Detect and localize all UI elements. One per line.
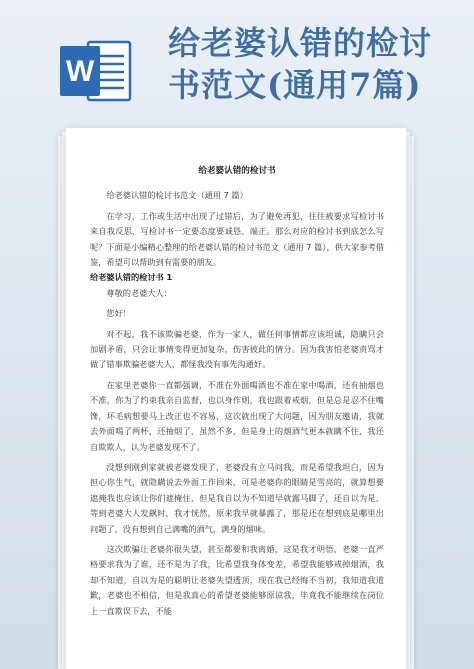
page-title — [168, 22, 468, 106]
title-line-1: 给老婆认错的检讨 — [168, 24, 433, 62]
section-heading: 给老婆认错的检讨书 1 — [90, 272, 173, 283]
document-subtitle: 给老婆认错的检讨书范文（通用 7 篇） — [106, 190, 248, 201]
greeting: 您好！ — [106, 308, 131, 319]
title-line-2: 书范文(通用7篇) — [168, 66, 422, 104]
body-paragraph: 在家里老婆你一直都强调，不准在外面喝酒也不准在家中喝酒，还有抽烟也不准，你为了约束我亲自监督，也以身作则，我也跟着戒烟，但是总是忍不住嘴馋，坏毛病想要马上改正也不容易，这次就出现了大问题，因为朋友邀请，我就去外面喝了两杯，还抽烟了，虽然不多，但是身上的烟酒气更本就瞒不住，我还自欺欺人，认为老婆发现不了。 — [90, 379, 384, 452]
body-paragraph: 对不起，我不该欺骗老婆，作为一家人，做任何事情都应该坦诚，隐瞒只会加剧矛盾，只会让事情变得更加复杂，伤害彼此的情分。因为我害怕老婆责骂才做了错事欺骗老婆大人，都怪我没有事先沟通好。 — [90, 328, 384, 370]
body-paragraph: 没想到刚到家就被老婆发现了，老婆没有立马问我，而是希望我坦白，因为担心你生气，就隐瞒说去外面工作回来，可是老婆你的眼睛是雪亮的，就算想要遮掩我也应该让你们遮掩住，但是我自以为不知道早就露马脚了，还自以为是，等到老婆大人发飙时，我才恍然，原来我早就暴露了，那是还在想到底是哪里出问题了，没有想到自己满嘴的酒气，满身的烟味。 — [90, 461, 384, 534]
document-page — [66, 128, 406, 669]
body-paragraph: 这次欺骗让老婆你很失望，甚至都要和我离婚，这是我才明悟，老婆一直严格要求我为了谁，还不是为了我，比希望我身体变差，希望我能够戒掉烟酒，我却不知道，自以为是的聪明让老婆失望透顶，现在我已经悔不当初，我知道我道歉，老婆也不相信，但是我真心的希望老婆能够原谅我，毕竟我不能继续在岗位上一直欺误下去，不能 — [90, 543, 384, 616]
word-doc-icon — [58, 36, 134, 106]
document-title: 给老婆认错的检讨书 — [198, 166, 276, 176]
intro-paragraph: 在学习、工作或生活中出现了过错后，为了避免再犯，往往被要求写检讨书来自我反思，写检讨书一定要态度要诚恳、端正。那么对应的检讨书到底怎么写呢？下面是小编精心整理的给老婆认错的检讨书范文（通用 7 篇），供大家参考借鉴，希望可以帮助到有需要的朋友。 — [90, 210, 384, 268]
svg-text:W: W — [65, 55, 95, 88]
document-body — [90, 164, 384, 619]
salutation: 尊敬的老婆大人： — [106, 287, 172, 298]
